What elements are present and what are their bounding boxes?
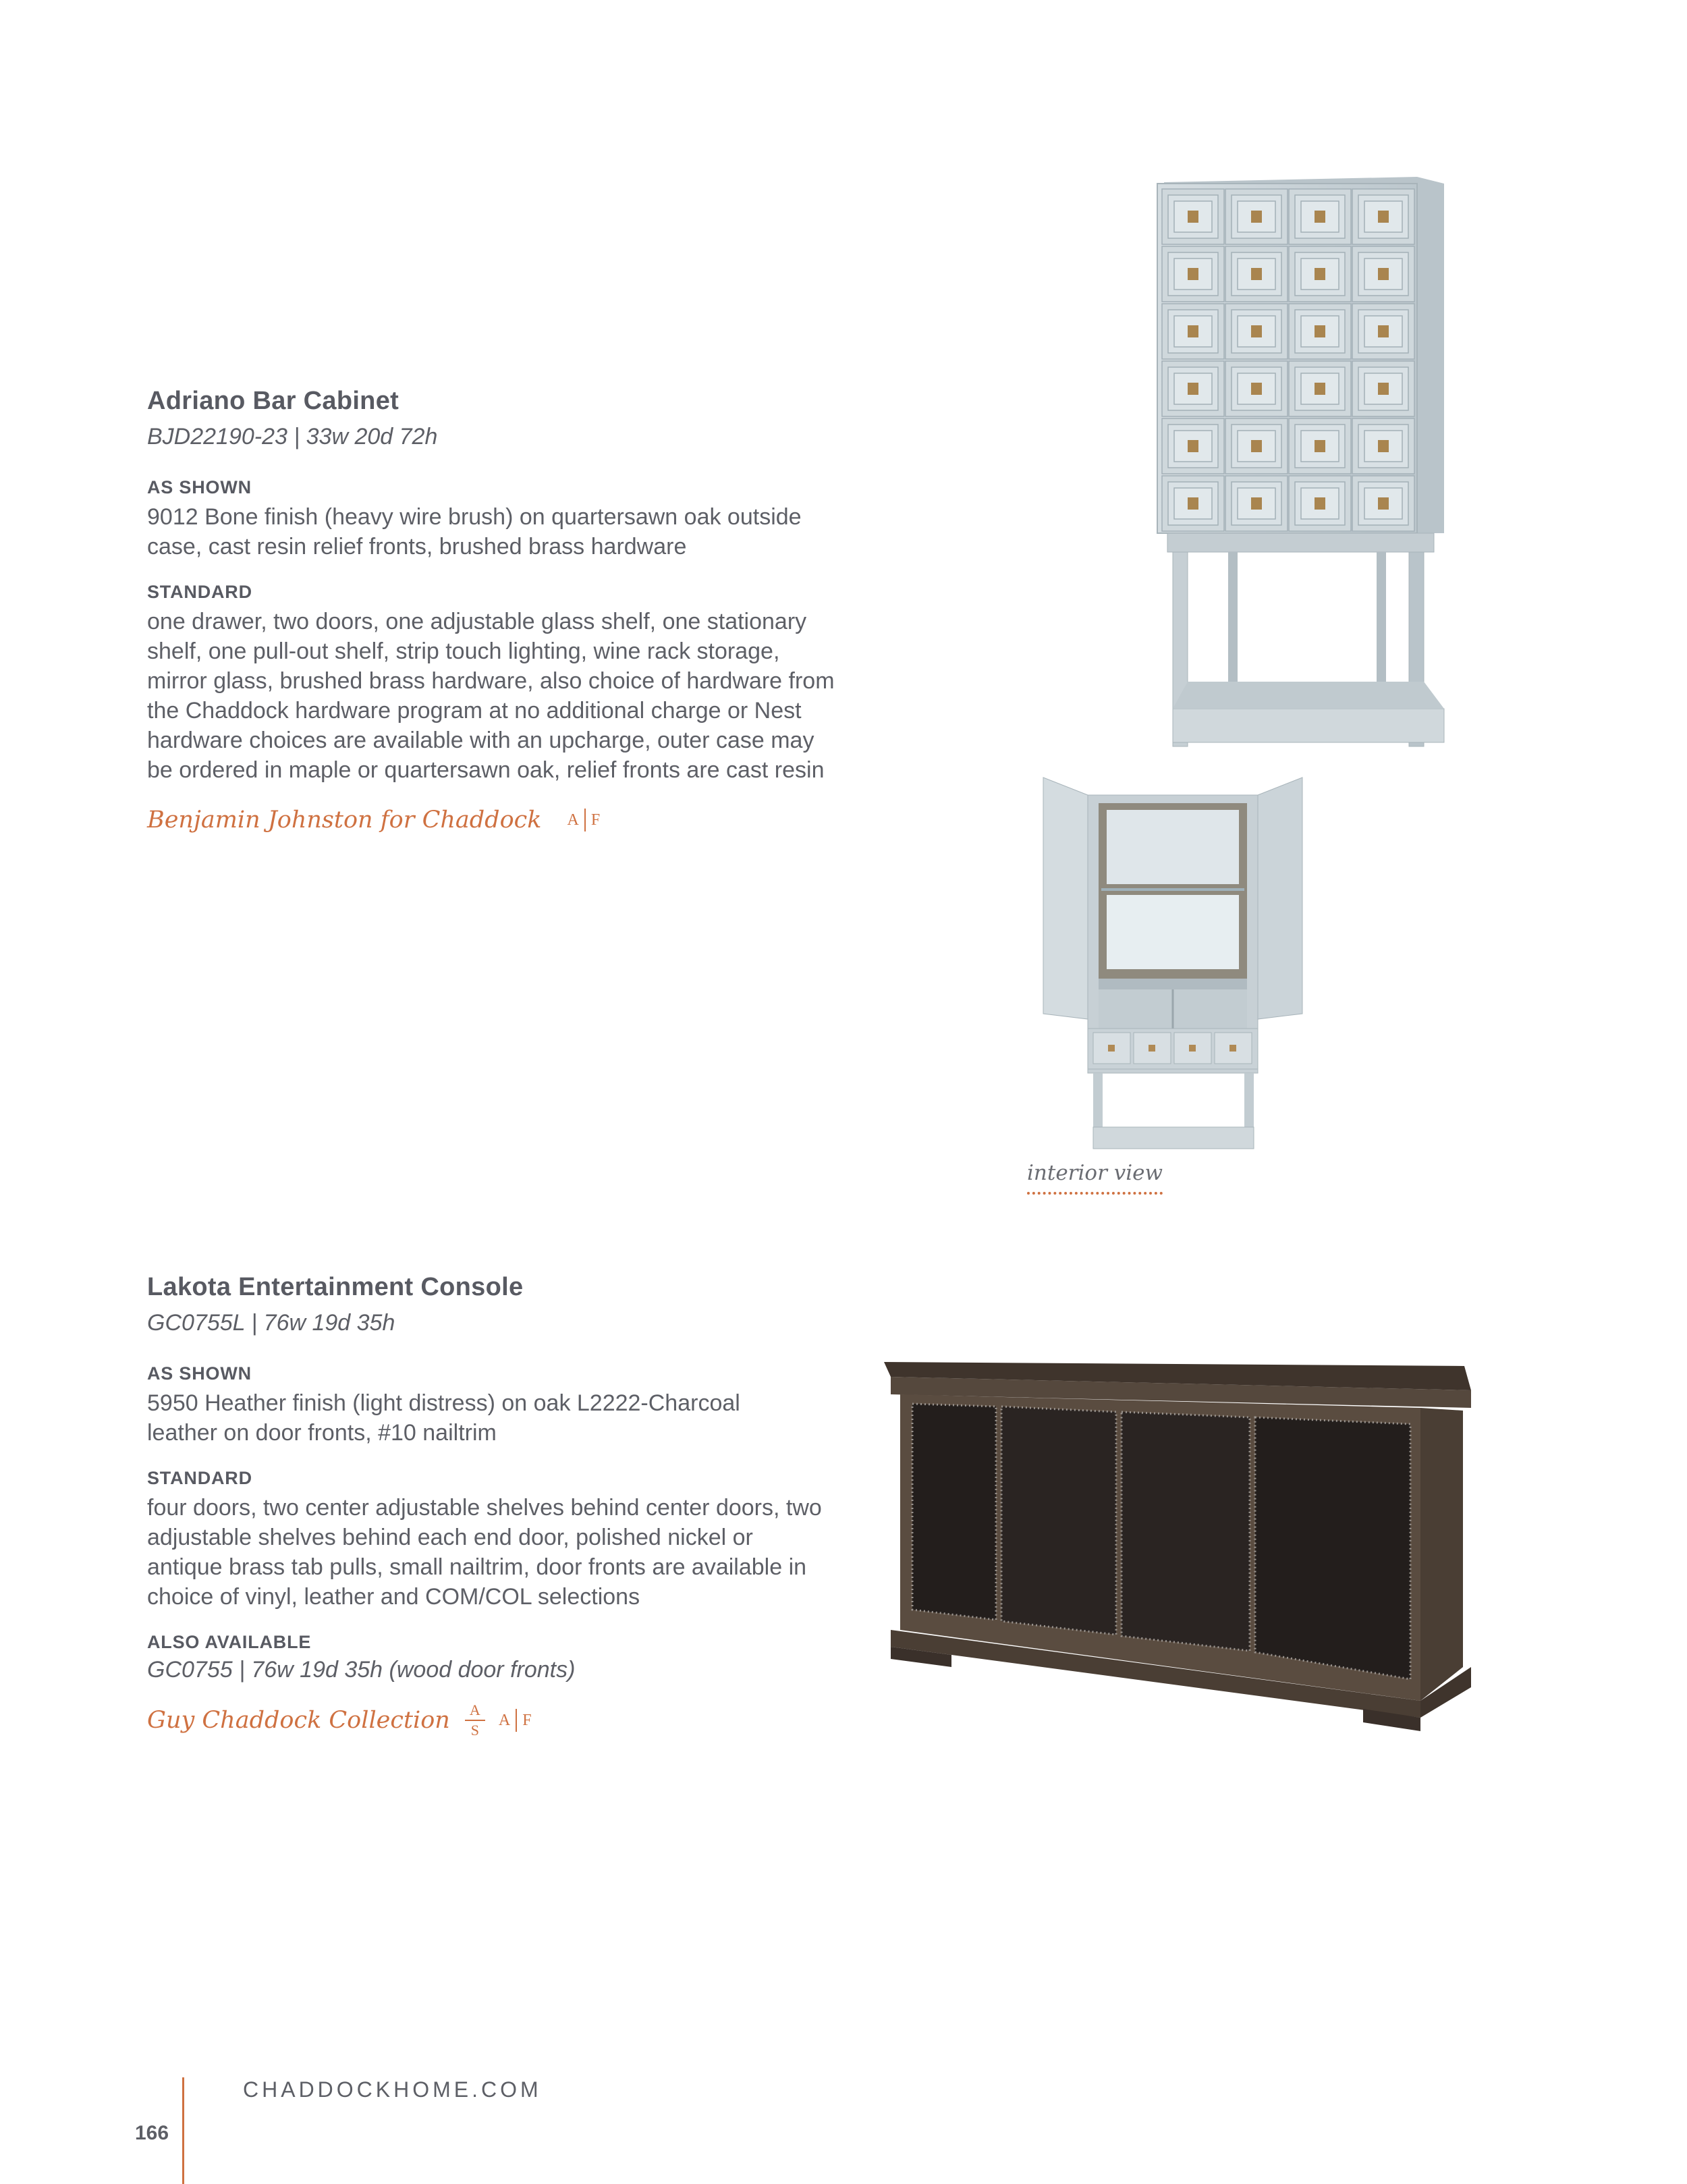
frac-top: A <box>469 1701 480 1718</box>
footer-divider <box>182 2077 184 2184</box>
af-badge <box>567 809 600 831</box>
frac-bottom: S <box>470 1722 479 1739</box>
designer-name: Benjamin Johnston for Chaddock <box>147 807 542 834</box>
as-shown-label: AS SHOWN <box>147 477 252 497</box>
as-fraction-badge <box>465 1702 485 1739</box>
af-badge <box>499 1709 532 1732</box>
as-shown-text: 5950 Heather finish (light distress) on oak L2222-Charcoal leather on door fronts, #10 nailtrim <box>147 1390 740 1446</box>
standard-label: STANDARD <box>147 1468 252 1488</box>
interior-view-caption: interior view <box>1027 1161 1163 1195</box>
designer-line <box>147 807 842 834</box>
standard-label: STANDARD <box>147 582 252 602</box>
footer-url[interactable]: CHADDOCKHOME.COM <box>243 2077 542 2102</box>
product-sku: GC0755L | 76w 19d 35h <box>147 1310 395 1336</box>
product-lakota <box>147 1273 842 1739</box>
product-title: Adriano Bar Cabinet <box>147 387 399 415</box>
page-number: 166 <box>135 2122 169 2144</box>
badge-a: A <box>567 811 579 829</box>
bar-cabinet-interior-image <box>1039 776 1309 1154</box>
as-shown-label: AS SHOWN <box>147 1363 252 1384</box>
standard-text: one drawer, two doors, one adjustable glass shelf, one stationary shelf, one pull-out shelf, strip touch lighting, wine rack storage, mirror glass, brushed brass hardware, also choice of hardware from the Chaddock hardware program at no additional charge or Nest hardware choices are available with an upcharge, outer case may be ordered in maple or quartersawn oak, relief fronts are cast resin <box>147 609 835 783</box>
also-available-text: GC0755 | 76w 19d 35h (wood door fronts) <box>147 1657 576 1683</box>
designer-line <box>147 1702 842 1739</box>
console-image <box>877 1350 1485 1741</box>
designer-name: Guy Chaddock Collection <box>147 1707 450 1734</box>
badge-a: A <box>498 1711 511 1729</box>
badge-f: F <box>522 1711 532 1729</box>
also-available-label: ALSO AVAILABLE <box>147 1632 312 1652</box>
product-sku: BJD22190-23 | 33w 20d 72h <box>147 424 438 449</box>
product-adriano <box>147 387 842 834</box>
bar-cabinet-image <box>1147 169 1458 769</box>
as-shown-text: 9012 Bone finish (heavy wire brush) on quartersawn oak outside case, cast resin relief fronts, brushed brass hardware <box>147 504 802 559</box>
product-title: Lakota Entertainment Console <box>147 1273 524 1301</box>
standard-text: four doors, two center adjustable shelves behind center doors, two adjustable shelves behind each end door, polished nickel or antique brass tab pulls, small nailtrim, door fronts are available in choice of vinyl, leather and COM/COL selections <box>147 1495 822 1610</box>
badge-f: F <box>590 811 601 829</box>
